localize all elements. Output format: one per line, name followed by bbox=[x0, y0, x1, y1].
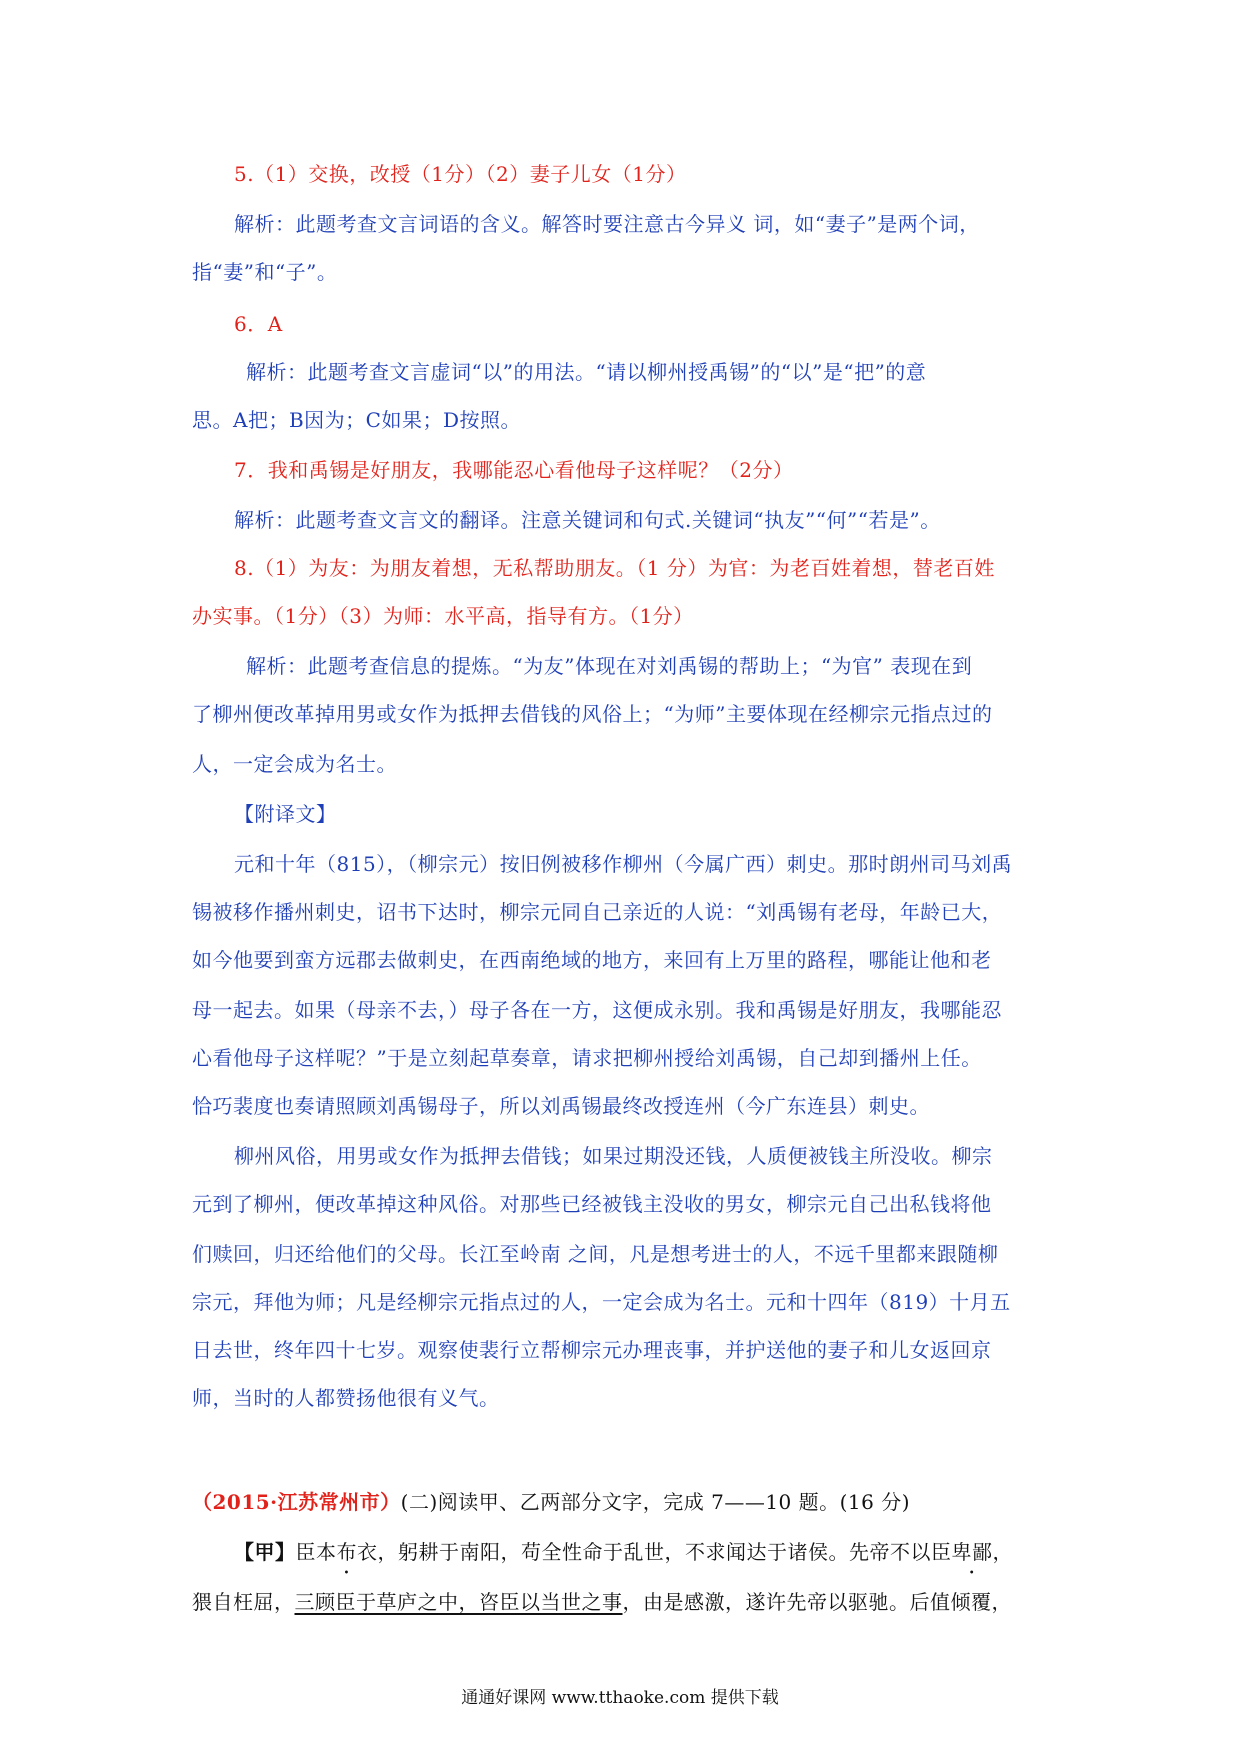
translation-p1-line-3: 如今他要到蛮方远郡去做刺史，在西南绝域的地方，来回有上万里的路程，哪能让他和老 bbox=[192, 948, 992, 972]
q8-analysis-line-3: 人，一定会成为名士。 bbox=[192, 752, 397, 776]
q6-answer: 6．A bbox=[234, 312, 283, 336]
translation-p1-line-5: 心看他母子这样呢？”于是立刻起草奏章，请求把柳州授给刘禹锡，自己却到播州上任。 bbox=[192, 1046, 982, 1070]
jia-line-1-text-c: 衣，躬耕于南阳，苟全性命于乱世，不求闻达于诸侯。先帝不以臣 bbox=[357, 1540, 952, 1564]
translation-p1-line-2: 锡被移作播州刺史，诏书下达时，柳宗元同自己亲近的人说：“刘禹锡有老母，年龄已大， bbox=[192, 900, 1003, 924]
q6-analysis-line-2: 思。A把；B因为；C如果；D按照。 bbox=[192, 408, 521, 432]
jia-tag: 【甲】 bbox=[234, 1540, 296, 1564]
translation-p1-line-6: 恰巧裴度也奏请照顾刘禹锡母子，所以刘禹锡最终改授连州（今广东连县）刺史。 bbox=[192, 1094, 930, 1118]
jia-underlined-sentence: 三顾臣于草庐之中，咨臣以当世之事 bbox=[294, 1590, 623, 1614]
q8-answer-line-2: 办实事。（1分）（3）为师：水平高，指导有方。（1分） bbox=[192, 604, 694, 628]
page-footer: 通通好课网 www.tthaoke.com 提供下载 bbox=[461, 1688, 779, 1708]
jia-line-1 bbox=[234, 1538, 1013, 1566]
q8-analysis-line-2: 了柳州便改革掉用男或女作为抵押去借钱的风俗上；“为师”主要体现在经柳宗元指点过的 bbox=[192, 702, 993, 726]
translation-p2-line-3: 们赎回，归还给他们的父母。长江至岭南 之间，凡是想考进士的人，不远千里都来跟随柳 bbox=[192, 1242, 999, 1266]
translation-p2-line-1: 柳州风俗，用男或女作为抵押去借钱；如果过期没还钱，人质便被钱主所没收。柳宗 bbox=[234, 1144, 993, 1168]
translation-p2-line-6: 师，当时的人都赞扬他很有义气。 bbox=[192, 1386, 500, 1410]
jia-dotted-word-beibi: 卑鄙 bbox=[951, 1540, 993, 1564]
source-label: （2015·江苏常州市） bbox=[192, 1490, 401, 1514]
q6-analysis-line-1: 解析：此题考查文言虚词“以”的用法。“请以柳州授禹锡”的“以”是“把”的意 bbox=[246, 360, 927, 384]
q8-answer-line-1: 8.（1）为友：为朋友着想，无私帮助朋友。（1 分）为官：为老百姓着想，替老百姓 bbox=[234, 556, 995, 580]
q5-analysis-line-2: 指“妻”和“子”。 bbox=[192, 260, 338, 284]
translation-heading: 【附译文】 bbox=[234, 802, 337, 826]
section-intro: (二)阅读甲、乙两部分文字，完成 7——10 题。(16 分) bbox=[400, 1490, 911, 1514]
jia-line-1-text-a: 臣本 bbox=[295, 1540, 337, 1564]
translation-p2-line-4: 宗元，拜他为师；凡是经柳宗元指点过的人，一定会成为名士。元和十四年（819）十月五 bbox=[192, 1290, 1011, 1314]
translation-p1-line-1: 元和十年（815），（柳宗元）按旧例被移作柳州（今属广西）刺史。那时朗州司马刘禹 bbox=[234, 852, 1013, 876]
section-header bbox=[192, 1488, 910, 1516]
jia-dotted-word-bu: 布 bbox=[336, 1540, 357, 1564]
q7-analysis-line-1: 解析：此题考查文言文的翻译。注意关键词和句式.关键词“执友”“何”“若是”。 bbox=[234, 508, 941, 532]
jia-line-2-text-b: ，由是感激，遂许先帝以驱驰。后值倾覆， bbox=[622, 1590, 1012, 1614]
q5-analysis-line-1: 解析：此题考查文言词语的含义。解答时要注意古今异义 词，如“妻子”是两个词， bbox=[234, 212, 980, 236]
q7-answer: 7．我和禹锡是好朋友，我哪能忍心看他母子这样呢？（2分） bbox=[234, 458, 794, 482]
jia-line-2-text-a: 猥自枉屈， bbox=[192, 1590, 295, 1614]
q8-analysis-line-1: 解析：此题考查信息的提炼。“为友”体现在对刘禹锡的帮助上；“为官” 表现在到 bbox=[246, 654, 973, 678]
jia-line-2 bbox=[192, 1588, 1012, 1616]
translation-p1-line-4: 母一起去。如果（母亲不去，）母子各在一方，这便成永别。我和禹锡是好朋友，我哪能忍 bbox=[192, 998, 1002, 1022]
q5-answer: 5.（1）交换，改授（1分）（2）妻子儿女（1分） bbox=[234, 162, 687, 186]
jia-line-1-text-e: ， bbox=[992, 1540, 1013, 1564]
translation-p2-line-5: 日去世，终年四十七岁。观察使裴行立帮柳宗元办理丧事，并护送他的妻子和儿女返回京 bbox=[192, 1338, 992, 1362]
translation-p2-line-2: 元到了柳州，便改革掉这种风俗。对那些已经被钱主没收的男女，柳宗元自己出私钱将他 bbox=[192, 1192, 992, 1216]
